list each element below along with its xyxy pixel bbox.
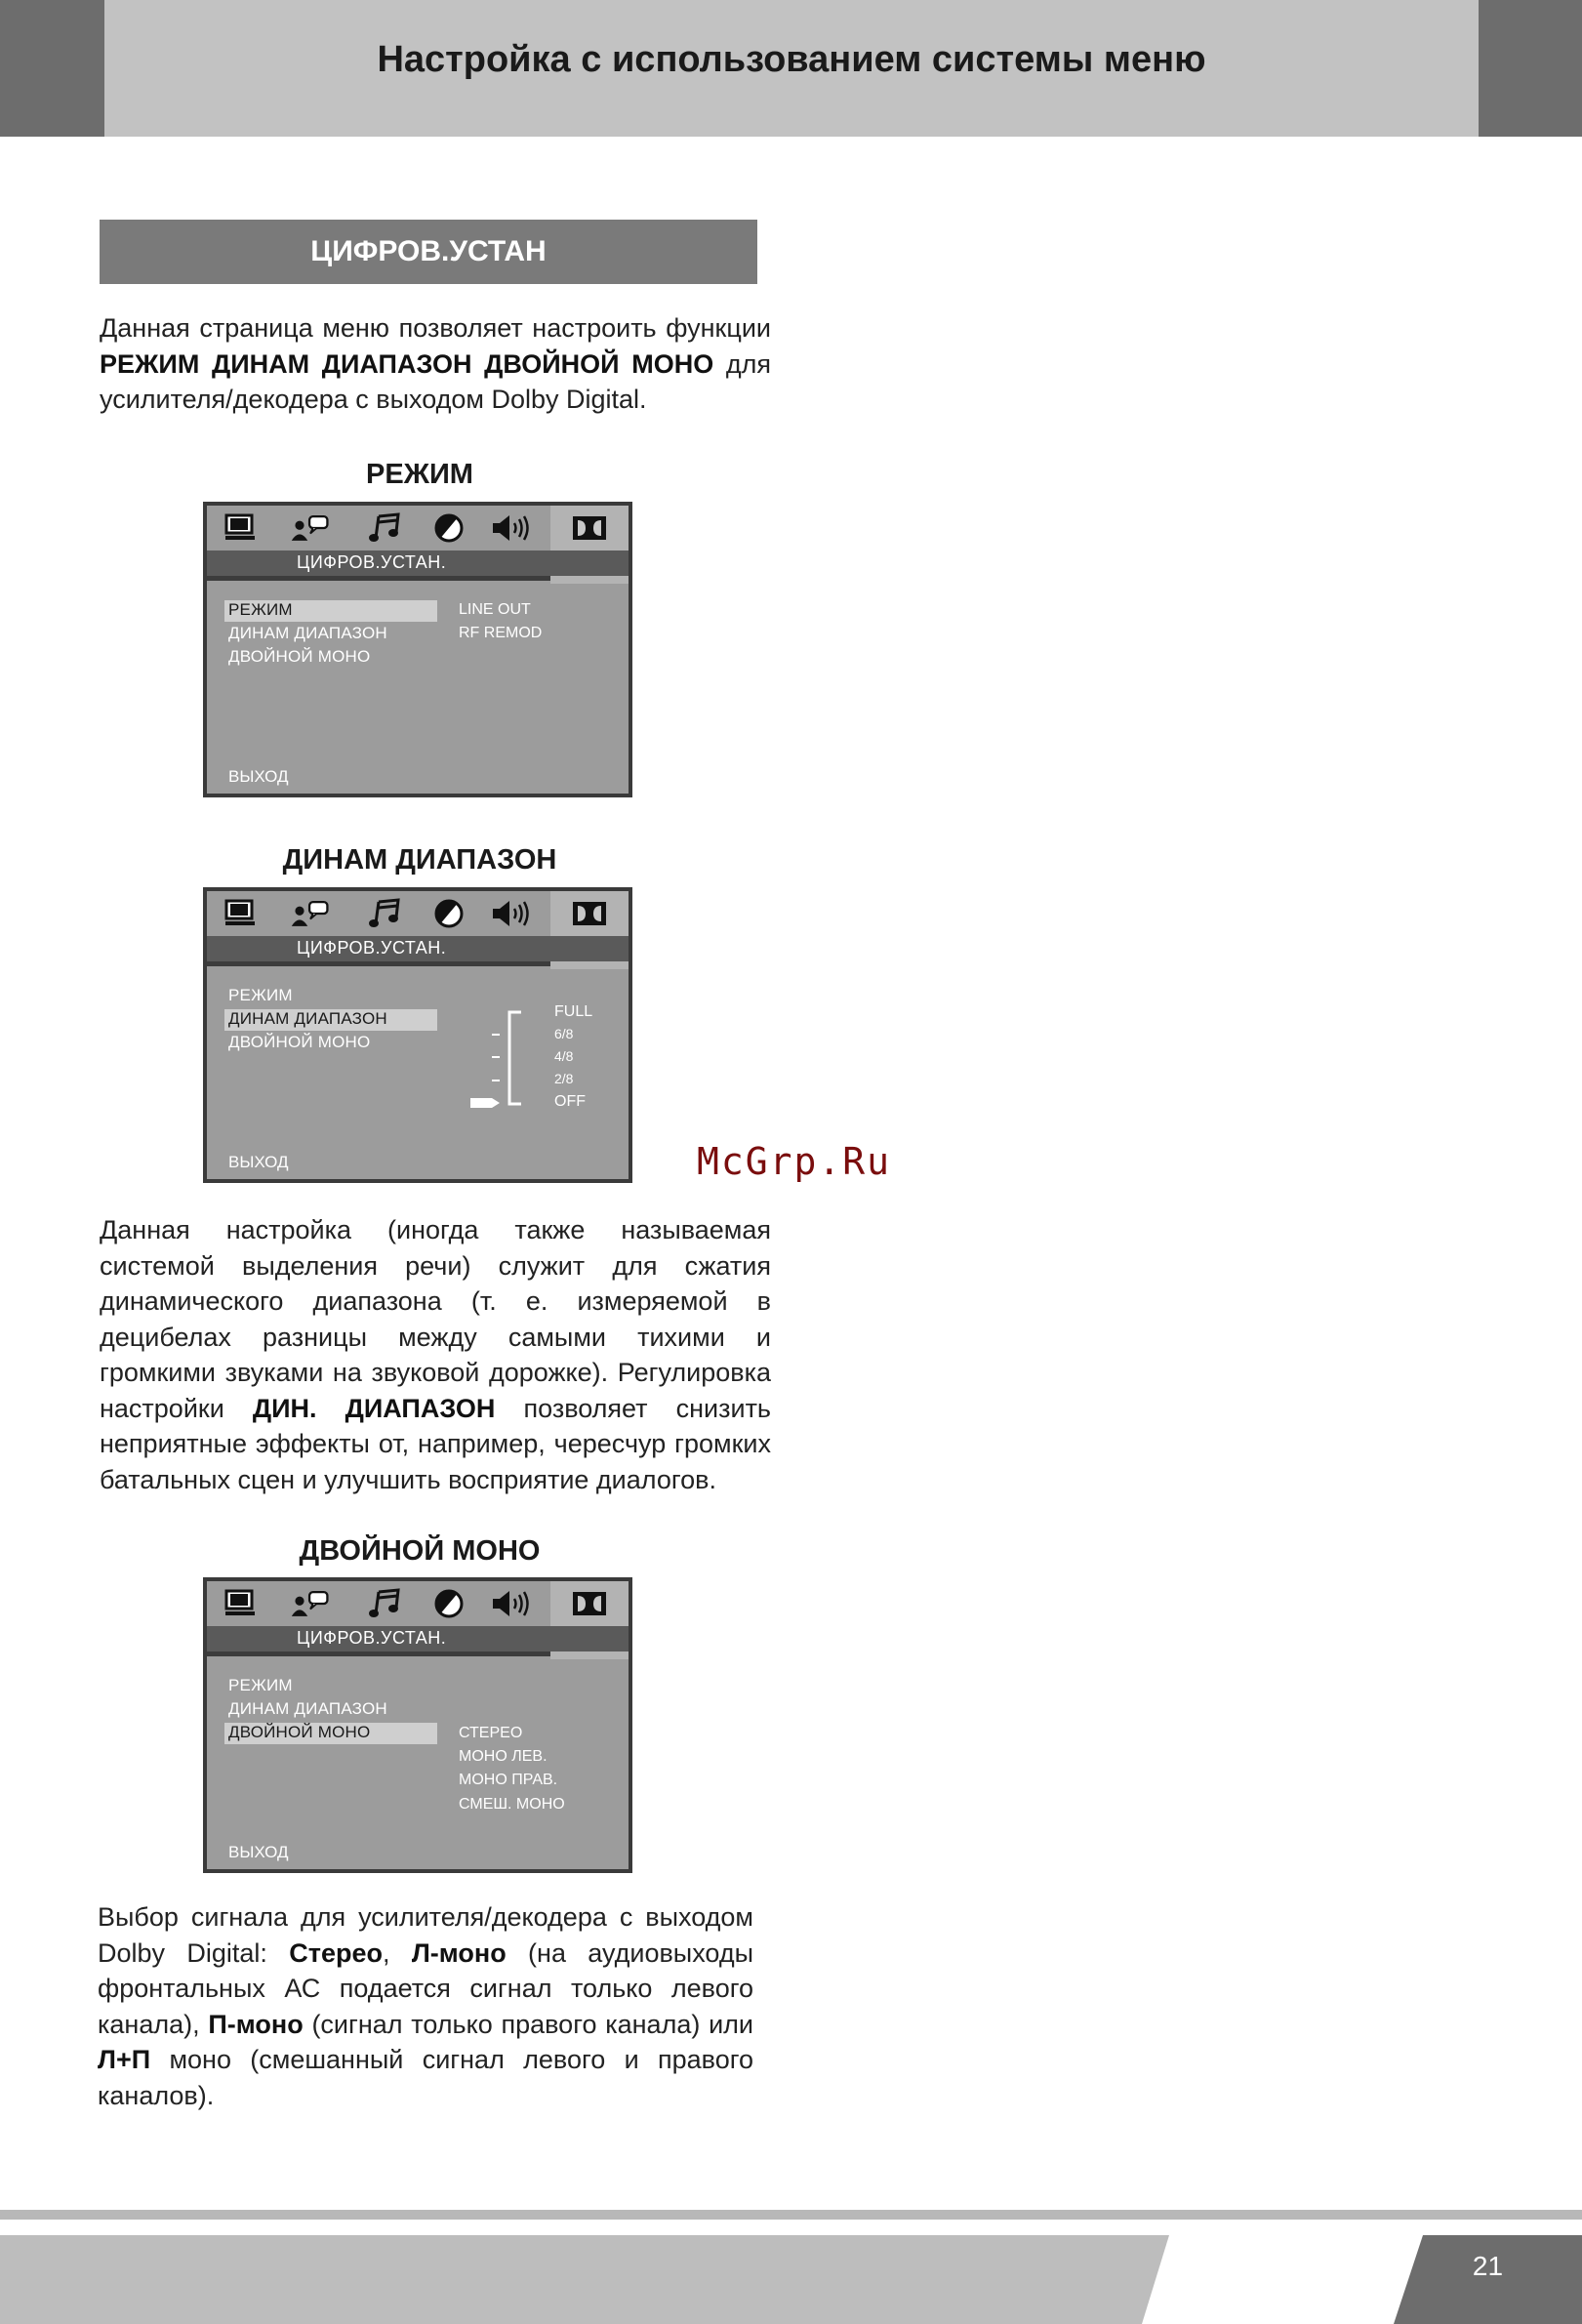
intro-paragraph [100,310,771,418]
person-speech-icon [289,1585,332,1622]
menu-item-exit[interactable]: ВЫХОД [228,1153,289,1171]
menu-item-mode[interactable]: РЕЖИМ [228,986,293,1004]
figure-title-dynamic: ДИНАМ ДИАПАЗОН [282,844,557,876]
icon-row [207,1581,629,1626]
divider [207,576,550,581]
dual-bold-stereo: Стерео [289,1937,383,1968]
music-note-icon [363,1585,406,1622]
dolby-icon [568,1585,611,1622]
header-right-block [1479,0,1582,137]
dual-text-4: (сигнал только правого канала) или [303,2009,753,2039]
menu-item-dual-mono[interactable]: ДВОЙНОЙ МОНО [228,1723,371,1741]
watermark: McGrp.Ru [697,1140,892,1183]
divider [207,1651,550,1656]
tv-icon [219,510,262,547]
option-line-out[interactable]: LINE OUT [459,601,531,618]
osd-screen-mode [203,502,632,797]
option-rf-remod[interactable]: RF REMOD [459,625,543,641]
dual-bold-l-mono: Л-моно [411,1937,507,1968]
music-note-icon [363,510,406,547]
icon-row [207,891,629,936]
menu-item-mode[interactable]: РЕЖИМ [228,600,293,619]
scale-2-8: 2/8 [554,1071,574,1086]
speaker-icon [490,510,533,547]
footer-line [0,2210,1582,2220]
menu-item-dual-mono[interactable]: ДВОЙНОЙ МОНО [228,647,371,666]
music-note-icon [363,895,406,932]
dynamic-text-1: Данная настройка (иногда также называемая системой выделения речи) служит для сжатия динамического диапазона (т. е. измеряемой в децибелах разницы между самыми тихими и громкими звуками на звуковой дорожке). Регулировка настройки [100,1215,771,1423]
footer-band [0,2235,1582,2324]
option-stereo[interactable]: СТЕРЕО [459,1725,523,1741]
option-mono-left[interactable]: МОНО ЛЕВ. [459,1748,548,1765]
header-left-block [0,0,104,137]
page-number: 21 [1472,2251,1504,2281]
dolby-icon [568,895,611,932]
tv-icon [219,895,262,932]
page-title: Настройка с использованием системы меню [377,39,1206,80]
scale-6-8: 6/8 [554,1026,574,1041]
dynamic-text-2: позволяет снизить неприятные эффекты от, например, чересчур громких батальных сцен и улучшить восприятие диалогов. [100,1393,771,1494]
menu-title: ЦИФРОВ.УСТАН. [297,552,447,572]
scale-off: OFF [554,1093,586,1110]
dual-text-2: , [383,1937,412,1968]
person-speech-icon [289,895,332,932]
menu-item-dynamic-range[interactable]: ДИНАМ ДИАПАЗОН [228,1699,387,1718]
option-mono-right[interactable]: МОНО ПРАВ. [459,1772,558,1788]
icon-row [207,506,629,550]
speaker-icon [490,1585,533,1622]
dual-text-3: (на аудиовыходы фронтальных АС подается сигнал только левого канала), [98,1937,753,2039]
speaker-icon [490,895,533,932]
contrast-icon [427,895,470,932]
contrast-icon [427,510,470,547]
osd-screen-dual-mono [203,1577,632,1873]
intro-text-1: Данная страница меню позволяет настроить функции [100,313,771,343]
option-mixed-mono[interactable]: СМЕШ. МОНО [459,1796,565,1813]
menu-item-dynamic-range[interactable]: ДИНАМ ДИАПАЗОН [228,1009,387,1028]
dual-mono-paragraph [98,1899,753,2113]
tv-icon [219,1585,262,1622]
dual-text-5: моно (смешанный сигнал левого и правого каналов). [98,2045,753,2110]
divider [207,961,550,966]
scale-full: FULL [554,1003,593,1020]
osd-screen-dynamic [203,887,632,1183]
scale-4-8: 4/8 [554,1048,574,1064]
dual-bold-r-mono: П-моно [208,2009,304,2039]
menu-item-dual-mono[interactable]: ДВОЙНОЙ МОНО [228,1033,371,1051]
dual-text-1: Выбор сигнала для усилителя/декодера с выходом Dolby Digital: [98,1902,753,1968]
menu-item-exit[interactable]: ВЫХОД [228,767,289,786]
menu-title: ЦИФРОВ.УСТАН. [297,1628,447,1648]
intro-bold-functions: РЕЖИМ ДИНАМ ДИАПАЗОН ДВОЙНОЙ МОНО [100,348,714,379]
menu-title: ЦИФРОВ.УСТАН. [297,938,447,958]
dynamic-range-paragraph [100,1212,771,1497]
person-speech-icon [289,510,332,547]
menu-item-dynamic-range[interactable]: ДИНАМ ДИАПАЗОН [228,624,387,642]
dynamic-bold: ДИН. ДИАПАЗОН [252,1393,496,1423]
dynamic-range-slider[interactable] [470,1006,529,1114]
contrast-icon [427,1585,470,1622]
dolby-icon [568,510,611,547]
figure-title-mode: РЕЖИМ [366,459,473,490]
menu-item-mode[interactable]: РЕЖИМ [228,1676,293,1694]
section-title: ЦИФРОВ.УСТАН [100,220,757,284]
dual-bold-lr: Л+П [98,2045,151,2074]
intro-text-2: для усилителя/декодера с выходом Dolby Digital. [100,348,771,414]
menu-item-exit[interactable]: ВЫХОД [228,1843,289,1861]
figure-title-dual-mono: ДВОЙНОЙ МОНО [299,1535,541,1567]
